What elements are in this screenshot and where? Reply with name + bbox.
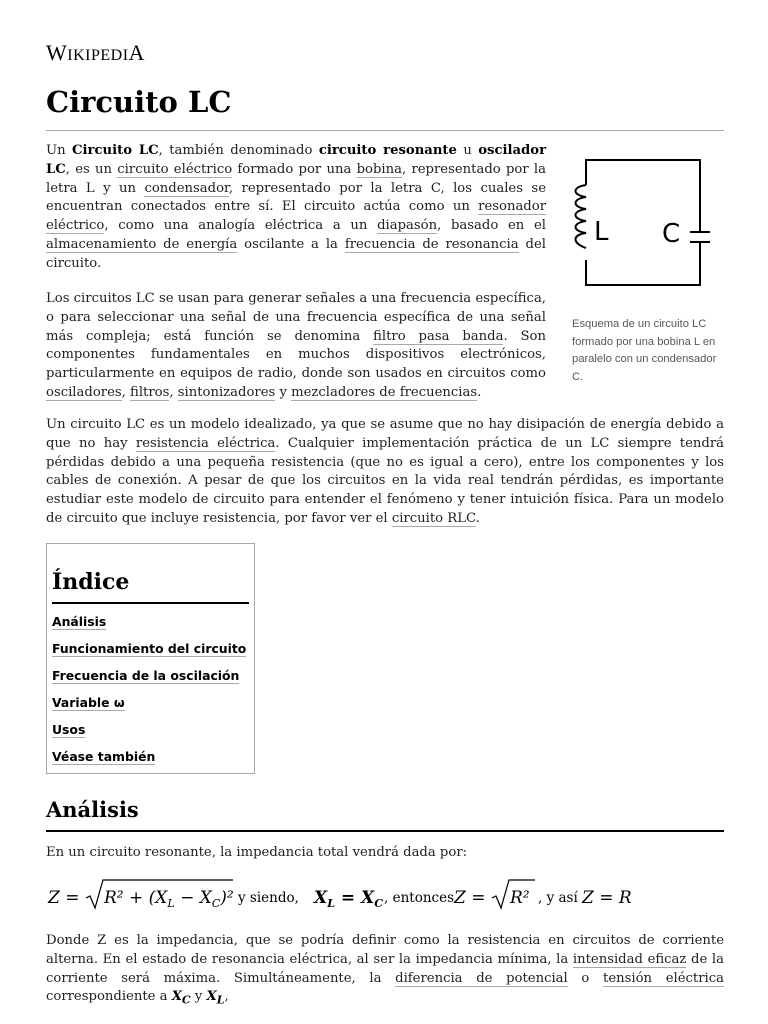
link-bobina[interactable]: bobina xyxy=(356,161,402,177)
text: Un xyxy=(46,143,73,158)
link-diapason[interactable]: diapasón xyxy=(377,218,438,234)
impedance-formula xyxy=(46,876,724,918)
text: o xyxy=(567,970,604,986)
text: , representado por la letra C, los cuales se encuentran conectados entre sí. El circuito actúa como un xyxy=(46,180,547,215)
link-resonador-electrico[interactable]: resonador eléctrico xyxy=(46,199,546,234)
formula-text-entonces: , entonces xyxy=(384,890,454,906)
formula-text-asi: , y así xyxy=(538,890,578,906)
formula-eq3-radicand: R² xyxy=(510,888,530,908)
link-osciladores[interactable]: osciladores xyxy=(46,384,122,400)
link-resistencia-electrica[interactable]: resistencia eléctrica xyxy=(135,435,276,451)
text: Donde Z es la impedancia, que se podría definir como la resistencia en circuitos de corriente alterna. En el estado de resonancia eléctrica, al ser la impedancia mínima, la xyxy=(46,933,724,967)
toc-item-label: Funcionamiento del circuito xyxy=(52,641,247,656)
wordmark-first: W xyxy=(46,40,68,65)
text: . xyxy=(475,510,480,526)
text: . xyxy=(477,384,482,400)
bold-term: oscilador LC xyxy=(46,143,547,177)
text: y xyxy=(190,989,207,1005)
math-sub: C xyxy=(181,994,191,1008)
text: oscilante a la xyxy=(237,236,345,252)
link-circuito-rlc[interactable]: circuito RLC xyxy=(391,510,476,526)
formula-eq1-lhs: Z = xyxy=(48,888,80,908)
toc-item-variable-omega[interactable] xyxy=(52,694,249,712)
formula-eq1-radicand: $R^2 + (X_L - X_C)^2$ xyxy=(104,888,234,910)
text: , xyxy=(169,384,178,400)
toc-item-frecuencia[interactable] xyxy=(52,667,249,685)
text: , también denominado xyxy=(158,143,319,158)
bold-term: Circuito LC xyxy=(72,143,159,158)
section-heading-analisis: Análisis xyxy=(46,796,724,832)
wordmark-mid: IKIPEDI xyxy=(67,47,129,64)
link-frecuencia-resonancia[interactable]: frecuencia de resonancia xyxy=(344,236,519,252)
toc-item-label: Variable ω xyxy=(52,695,125,710)
link-tension-electrica[interactable]: tensión eléctrica xyxy=(603,970,724,986)
text: , es un xyxy=(65,161,118,177)
text: . Cualquier implementación práctica de un LC siempre tendrá pérdidas debido a una pequeña resistencia (que no es igual a cero), entre los componentes y los cables de conexión. A pesar de que los circuitos en la vida real tendrán pérdidas, es importante estudiar este modelo de circuito para entender el fenómeno y tener intuición física. Para un modelo de circuito que incluye resistencia, por favor ver el xyxy=(46,435,724,526)
formula-eq4: Z = R xyxy=(582,888,632,908)
inductor-label: L xyxy=(594,217,609,247)
text: del circuito. xyxy=(46,236,547,271)
formula-eq2: $X_L = X_C$ xyxy=(314,888,383,910)
text: , como una analogía eléctrica a un xyxy=(104,218,378,234)
text: , basado en el xyxy=(437,218,547,234)
formula-eq3-lhs: Z = xyxy=(454,888,486,908)
lc-circuit-diagram[interactable] xyxy=(566,150,726,300)
text: , representado por la letra L y un xyxy=(46,161,546,196)
text: de la corriente será máxima. Simultáneamente, la xyxy=(46,951,724,986)
toc-item-analisis[interactable] xyxy=(52,613,249,631)
link-almacenamiento-energia[interactable]: almacenamiento de energía xyxy=(46,236,238,252)
link-sintonizadores[interactable]: sintonizadores xyxy=(177,384,276,400)
text: Un circuito LC es un modelo idealizado, ya que se asume que no hay disipación de energía debido a que no hay xyxy=(46,417,724,451)
text: . Son componentes fundamentales en muchos dispositivos electrónicos, particularmente en equipos de radio, donde son usados en circuitos como xyxy=(46,328,546,382)
link-filtro-pasa-banda[interactable]: filtro pasa banda xyxy=(373,328,504,344)
text: Los circuitos LC se usan para generar señales a una frecuencia específica, o para seleccionar una señal de una frecuencia específica de una señal más compleja; está función se denomina xyxy=(46,291,546,344)
toc-item-label: Véase también xyxy=(52,749,156,764)
page-title: Circuito LC xyxy=(46,82,724,131)
toc-item-label: Usos xyxy=(52,722,86,737)
toc-item-vease-tambien[interactable] xyxy=(52,748,249,766)
capacitor-label: C xyxy=(662,219,681,249)
analisis-paragraph-1: En un circuito resonante, la impedancia total vendrá dada por: xyxy=(46,845,468,860)
bold-term: circuito resonante xyxy=(318,143,457,158)
wordmark-last: A xyxy=(128,40,145,65)
math-sub: L xyxy=(216,994,225,1008)
lead-paragraph-2 xyxy=(46,290,546,403)
math-x: X xyxy=(171,989,182,1005)
formula-text-siendo: y siendo, xyxy=(238,890,299,906)
table-of-contents xyxy=(46,543,255,774)
text: formado por una xyxy=(232,161,357,177)
text: , xyxy=(224,989,229,1005)
toc-item-usos[interactable] xyxy=(52,721,249,739)
lead-paragraph-1 xyxy=(46,142,546,274)
text: u xyxy=(456,143,479,158)
link-filtros[interactable]: filtros xyxy=(130,384,170,400)
toc-item-funcionamiento[interactable] xyxy=(52,640,249,658)
toc-item-label: Frecuencia de la oscilación xyxy=(52,668,240,683)
text: , xyxy=(121,384,131,400)
wikipedia-wordmark[interactable] xyxy=(46,40,145,66)
link-mezcladores-frecuencias[interactable]: mezcladores de frecuencias xyxy=(291,384,478,400)
link-circuito-electrico[interactable]: circuito eléctrico xyxy=(117,161,233,177)
link-diferencia-potencial[interactable]: diferencia de potencial xyxy=(395,970,568,986)
math-x: X xyxy=(206,989,217,1005)
toc-title: Índice xyxy=(52,568,249,604)
analisis-paragraph-2 xyxy=(46,932,724,1011)
link-condensador[interactable]: condensador xyxy=(144,180,229,196)
text: y xyxy=(275,384,292,400)
text: correspondiente a xyxy=(46,989,172,1005)
toc-item-label: Análisis xyxy=(52,614,107,629)
link-intensidad-eficaz[interactable]: intensidad eficaz xyxy=(572,951,687,967)
lead-paragraph-3 xyxy=(46,416,724,529)
figure-caption: Esquema de un circuito LC formado por una bobina L en paralelo con un condensador C. xyxy=(572,318,717,383)
circuit-figure xyxy=(566,150,726,383)
